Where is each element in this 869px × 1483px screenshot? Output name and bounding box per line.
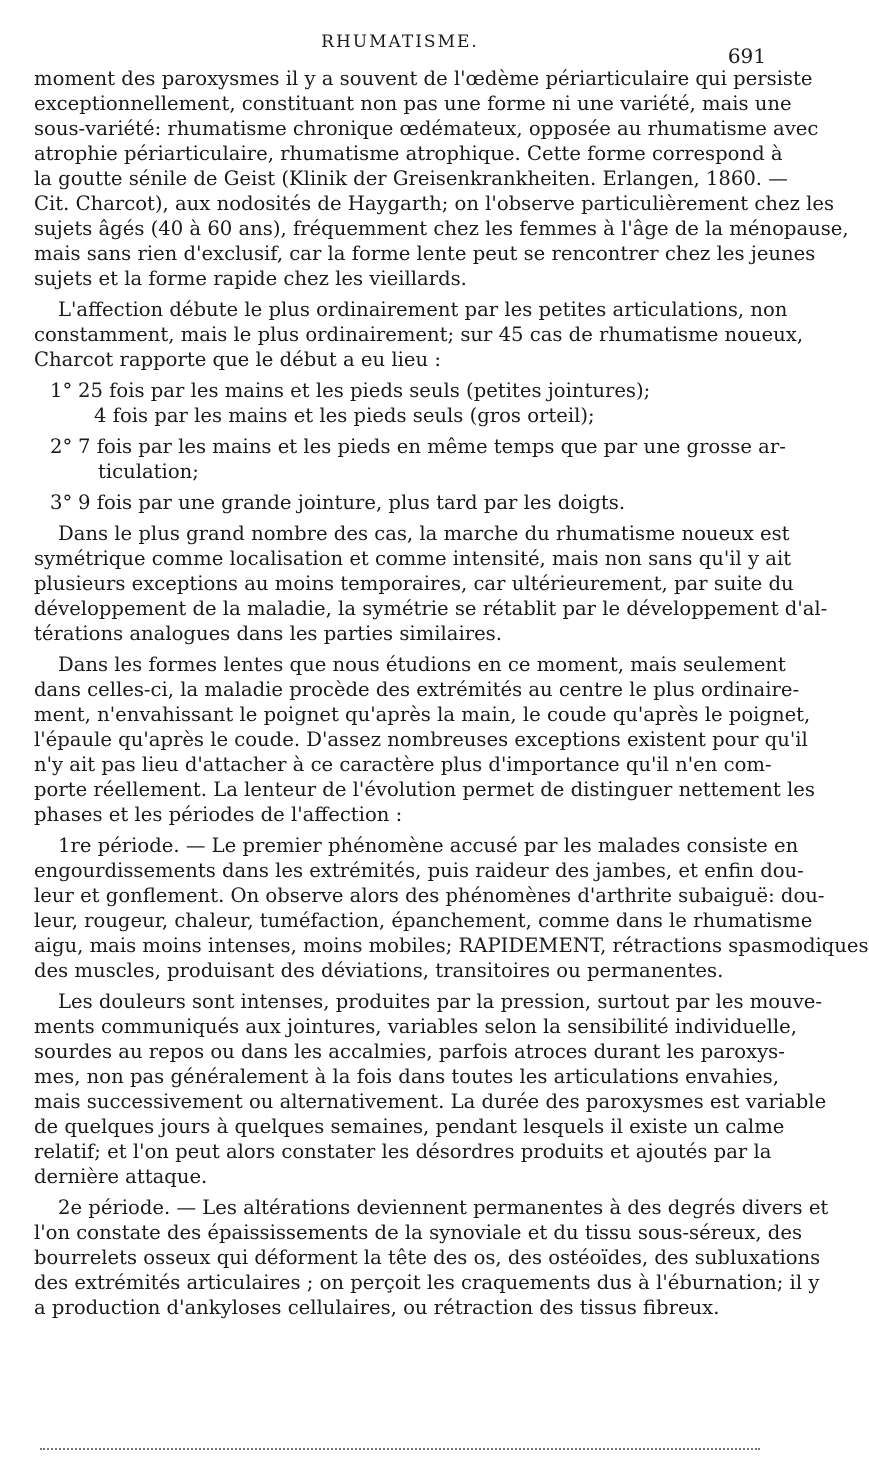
text-line: Dans le plus grand nombre des cas, la marche du rhumatisme noueux est (58, 522, 790, 545)
text-line: mais sans rien d'exclusif, car la forme lente peut se rencontrer chez les jeunes (34, 242, 816, 265)
text-line: exceptionnellement, constituant non pas une forme ni une variété, mais une (34, 92, 792, 115)
text-line: relatif; et l'on peut alors constater les désordres produits et ajoutés par la (34, 1140, 772, 1163)
list-item-text: 25 fois par les mains et les pieds seuls (petites jointures); (78, 379, 651, 402)
list-item-continuation: ticulation; (98, 460, 199, 483)
list-number: 3° (50, 491, 73, 514)
text-line: sous-variété: rhumatisme chronique œdémateux, opposée au rhumatisme avec (34, 117, 819, 140)
text-line: sujets âgés (40 à 60 ans), fréquemment chez les femmes à l'âge de la ménopause, (34, 217, 849, 240)
page-number: 691 (727, 44, 766, 68)
running-title: RHUMATISME. (321, 32, 479, 52)
list-item: 4 fois par les mains et les pieds seuls (gros orteil); (94, 404, 595, 427)
text-line: sujets et la forme rapide chez les vieillards. (34, 267, 467, 290)
text-line: engourdissements dans les extrémités, puis raideur des jambes, et enfin dou- (34, 859, 804, 882)
text-line: 1re période. — Le premier phénomène accusé par les malades consiste en (58, 834, 799, 857)
text-line: symétrique comme localisation et comme intensité, mais non sans qu'il y ait (34, 547, 792, 570)
text-line: bourrelets osseux qui déforment la tête des os, des ostéoïdes, des subluxations (34, 1246, 821, 1269)
text-line: phases et les périodes de l'affection : (34, 803, 403, 826)
text-line: leur et gonflement. On observe alors des phénomènes d'arthrite subaiguë: dou- (34, 884, 825, 907)
text-line: constamment, mais le plus ordinairement; sur 45 cas de rhumatisme noueux, (34, 323, 804, 346)
text-line: la goutte sénile de Geist (Klinik der Greisenkrankheiten. Erlangen, 1860. — (34, 167, 788, 190)
text-line: Charcot rapporte que le début a eu lieu : (34, 348, 441, 371)
list-item-text: 9 fois par une grande jointure, plus tard par les doigts. (78, 491, 626, 514)
text-line: des extrémités articulaires ; on perçoit les craquements dus à l'éburnation; il y (34, 1271, 820, 1294)
text-line: ment, n'envahissant le poignet qu'après la main, le coude qu'après le poignet, (34, 703, 811, 726)
text-line: l'on constate des épaississements de la synoviale et du tissu sous-séreux, des (34, 1221, 802, 1244)
text-line: développement de la maladie, la symétrie se rétablit par le développement d'al- (34, 597, 828, 620)
text-line: aigu, mais moins intenses, moins mobiles; RAPIDEMENT, rétractions spasmodiques (34, 934, 869, 957)
list-item (34, 378, 766, 403)
text-line: mais successivement ou alternativement. La durée des paroxysmes est variable (34, 1090, 827, 1113)
text-line: l'épaule qu'après le coude. D'assez nombreuses exceptions existent pour qu'il (34, 728, 808, 751)
text-line: moment des paroxysmes il y a souvent de l'œdème périarticulaire qui persiste (34, 67, 813, 90)
text-line: L'affection débute le plus ordinairement par les petites articulations, non (58, 298, 788, 321)
list-number: 1° (50, 379, 73, 402)
text-line: sourdes au repos ou dans les accalmies, parfois atroces durant les paroxys- (34, 1040, 785, 1063)
text-line: Dans les formes lentes que nous étudions en ce moment, mais seulement (58, 653, 786, 676)
list-number: 2° (50, 435, 73, 458)
text-line: des muscles, produisant des déviations, transitoires ou permanentes. (34, 959, 724, 982)
text-line: Les douleurs sont intenses, produites par la pression, surtout par les mouve- (58, 990, 823, 1013)
text-line: plusieurs exceptions au moins temporaires, car ultérieurement, par suite du (34, 572, 794, 595)
text-line: de quelques jours à quelques semaines, pendant lesquels il existe un calme (34, 1115, 785, 1138)
footer-dotted-rule (40, 1448, 760, 1450)
text-line: atrophie périarticulaire, rhumatisme atrophique. Cette forme correspond à (34, 142, 783, 165)
text-line: leur, rougeur, chaleur, tuméfaction, épanchement, comme dans le rhumatisme (34, 909, 813, 932)
text-line: porte réellement. La lenteur de l'évolution permet de distinguer nettement les (34, 778, 815, 801)
text-line: n'y ait pas lieu d'attacher à ce caractère plus d'importance qu'il n'en com- (34, 753, 772, 776)
text-line: a production d'ankyloses cellulaires, ou rétraction des tissus fibreux. (34, 1296, 720, 1319)
list-item (34, 434, 786, 459)
text-line: ments communiqués aux jointures, variables selon la sensibilité individuelle, (34, 1015, 797, 1038)
list-item (34, 490, 766, 515)
text-line: 2e période. — Les altérations deviennent permanentes à des degrés divers et (58, 1196, 829, 1219)
list-item-text: 7 fois par les mains et les pieds en même temps que par une grosse ar- (78, 435, 786, 458)
text-line: térations analogues dans les parties similaires. (34, 622, 502, 645)
body-text (34, 66, 869, 1320)
text-line: dernière attaque. (34, 1165, 208, 1188)
page-header (0, 8, 800, 68)
text-line: dans celles-ci, la maladie procède des extrémités au centre le plus ordinaire- (34, 678, 800, 701)
text-line: mes, non pas généralement à la fois dans toutes les articulations envahies, (34, 1065, 779, 1088)
text-line: Cit. Charcot), aux nodosités de Haygarth; on l'observe particulièrement chez les (34, 192, 835, 215)
